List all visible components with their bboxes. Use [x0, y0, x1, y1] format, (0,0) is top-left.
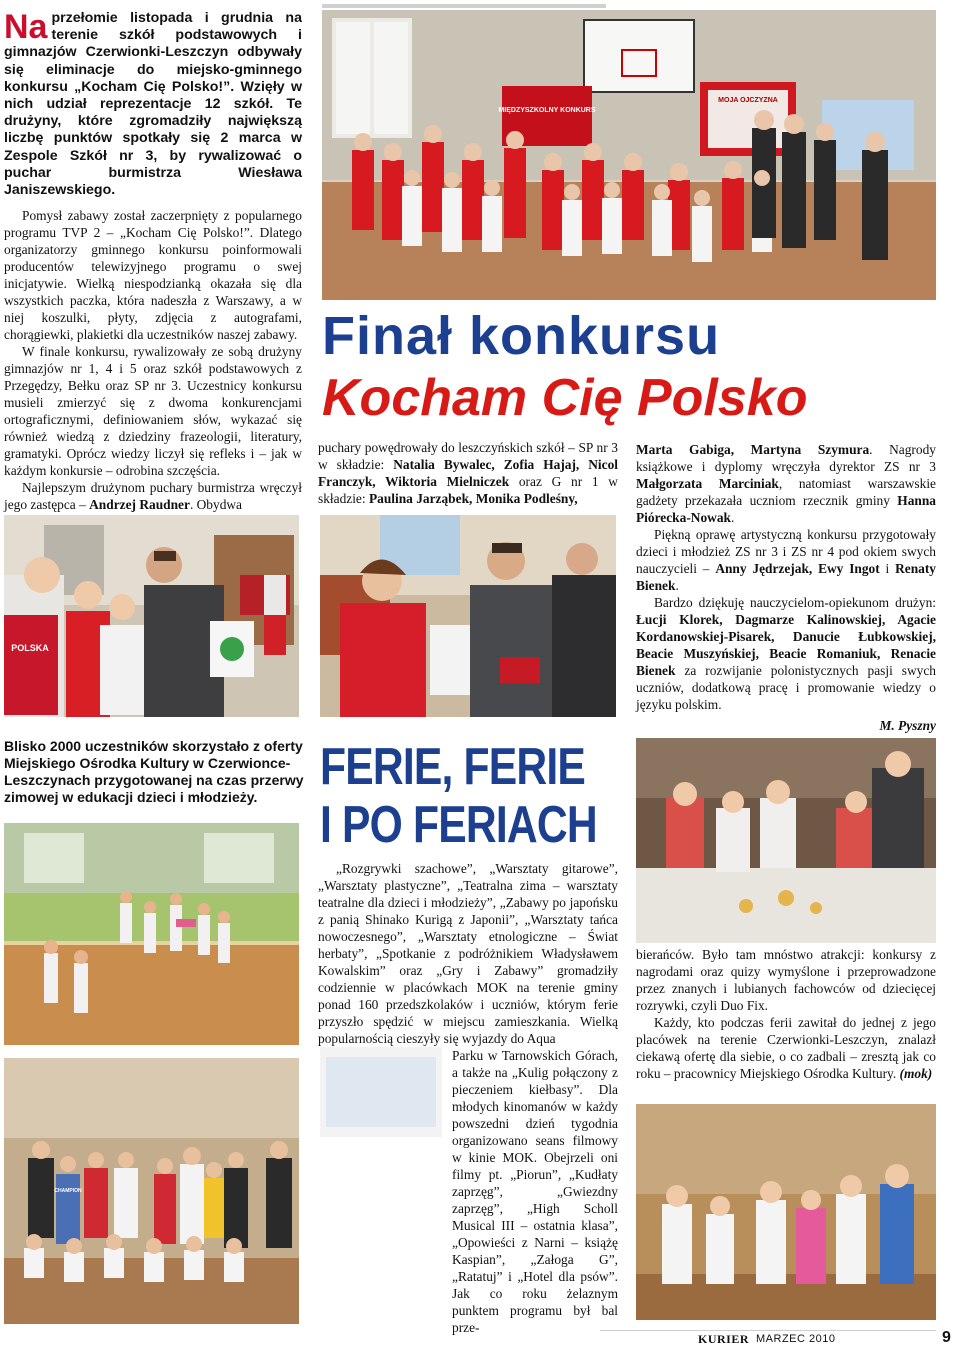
c3p2-text-b: i	[879, 561, 896, 576]
c3-text-b: , natomiast warszawskie gadżety przekazała uczniom rzecznik gminy	[636, 476, 936, 508]
article1-title-block	[322, 306, 942, 430]
article1-right-paragraph-1	[636, 441, 936, 526]
c3p2-names: Anny Jędrzejak, Ewy Ingot	[715, 561, 880, 576]
footer-issue: MARZEC 2010	[756, 1333, 836, 1345]
hoodie-text: CHAMPION	[54, 1188, 82, 1194]
article2-title-line1: FERIE, FERIE	[320, 738, 585, 796]
shirt-text: POLSKA	[11, 643, 49, 653]
article2-right-column	[636, 946, 936, 1082]
group-photo-contest	[322, 10, 936, 300]
article1-paragraph-2: W finale konkursu, rywalizowały ze sobą drużyny gimnazjów nr 1, 4 i 5 oraz szkół podstawowych z Przegędzy, Bełku oraz SP nr 3. Uczestnicy konkursu musieli zmierzyć się z dwoma konkurencjami ortograficznymi, definiowaniem słów, wykazać się również wiedzą z dziedziny frazeologii, literatury, gramatyki. Oprócz wiedzy liczył się refleks i – jak w każdym konkursie – odrobina szczęścia.	[4, 344, 302, 479]
c3p3-names: Łucji Klorek, Dagmarze Kalinowskiej, Agacie Kordanowskiej-Pisarek, Danucie Łubkowskiej, Beacie Muszyńskiej, Beacie Romaniuk, Renacie Bienek	[636, 612, 936, 678]
c3-name-director: Małgorzata Marciniak	[636, 476, 779, 491]
article2-paragraph-1-continued: Parku w Tarnowskich Górach, a także na „Kulig połączony z pieczeniem kiełbasy”. Dla młodych kinomanów w każdy powszedni dzień tygodnia organizowano seans filmowy w kinie MOK. Obejrzeli oni filmy pt. „Piorun”, „Kudłaty zaprzęg”, „Gwiezdny zaprzęg”, „High Scholl Musical III – ostatnia klasa”, „Opowieści z Narni – książę Kaspian”, „Załoga G”, „Ratatuj” i „Hotel dla psów”. Jak co roku żelaznym punktem programu był bal prze-	[452, 1048, 618, 1335]
costume-girls-photo	[636, 1104, 936, 1320]
p3-text: Najlepszym drużynom puchary burmistrza wręczył jego zastępca –	[4, 480, 302, 513]
award-photo-1	[4, 515, 299, 717]
article2-signature: (mok)	[899, 1066, 933, 1081]
gym-workshop-photo	[4, 823, 299, 1045]
article2-paragraph-1: „Rozgrywki szachowe”, „Warsztaty gitarowe”, „Warsztaty plastyczne”, „Teatralna zima – warsztaty teatralne dla dzieci i młodzieży”, „Zabawy po japońsku z panią Shinako Kurigą z Japonii”, „Warsztaty tańca nowoczesnego”, „Warsztaty etnologiczne – Świat herbaty”, „Spotkanie z podróżnikiem Władysławem Kowalskim” oraz „Gry i Zabawy” gromadziły codziennie w placówkach MOK na terenie gminy ponad 160 przedszkolaków i uczniów, którym ferie przyszło spędzić w miejscu zamieszkania. Wielką popularnością cieszyły się wyjazdy do Aqua	[318, 861, 618, 1046]
c3-name-spokesperson: Hanna Piórecka-Nowak	[636, 493, 936, 525]
c3p2-name2: Renaty Bienek	[636, 561, 937, 593]
article1-title-line2: Kocham Cię Polsko	[322, 369, 808, 427]
footer	[680, 1329, 956, 1347]
article1-title-line1: Finał konkursu	[322, 306, 721, 366]
award-photo-2-image	[320, 515, 616, 717]
small-program-photo	[320, 1047, 442, 1137]
article1-middle-paragraph	[318, 439, 618, 507]
award-photo-1-image	[4, 515, 299, 717]
article2-title-block	[320, 738, 620, 854]
page-number: 9	[942, 1329, 951, 1346]
article1-left-column	[4, 10, 302, 513]
article2-title-line2: I PO FERIACH	[320, 796, 597, 854]
dropcap: Na	[4, 8, 48, 46]
costume-girls-photo-image	[636, 1104, 936, 1320]
p3-text-end: . Obydwa	[189, 497, 243, 513]
article1-lead-text: przełomie listopada i grudnia na terenie szkół podstawowych i gimnazjów Czerwionki-Leszczyn odbywały się eliminacje do miejsko-gminnego konkursu „Kocham Cię Polsko!”. Wzięły w nich udział reprezentacje 12 szkół. Te drużyny, które zgromadziły największą liczbę punktów spotkały się 2 marca w Zespole Szkół nr 3, by rywalizować o puchar burmistrza Wiesława Janiszewskiego.	[4, 10, 302, 199]
c2-text-b: oraz G nr 1 w składzie:	[318, 474, 618, 506]
poster1-text: MOJA OJCZYZNA	[718, 97, 778, 104]
banner1-text: MIĘDZYSZKOLNY KONKURS	[498, 107, 596, 114]
c3p3-text-b: za rozwijanie polonistycznych pasji swych uczniów, dodatkową pracę i promowanie wiedzy o języku polskim.	[636, 663, 936, 712]
small-program-photo-image	[320, 1047, 442, 1137]
article1-paragraph-3	[4, 479, 302, 513]
c3-text-c: .	[730, 510, 735, 525]
art-workshop-photo	[636, 738, 936, 943]
article2-right-paragraph-1: bierańców. Było tam mnóstwo atrakcji: konkursy z nagrodami oraz quizy wymyślone i przeprowadzone przez znanych i lubianych fachowców od dziecięcej rozrywki, czyli Duo Fix.	[636, 947, 936, 1013]
costume-ball-photo	[4, 1058, 299, 1324]
article2-right-paragraph-2	[636, 1014, 936, 1082]
article1-paragraph-1: Pomysł zabawy został zaczerpnięty z popularnego programu TVP 2 – „Kocham Cię Polsko!”. Dlatego organizatorzy gminnego konkursu poinformowali producentów telewizyjnego programu o swej inicjatywie. Wielką niespodzianką okazała się dla wszystkich paczka, która nadeszła z Warszawy, a w niej koszulki, płyty, zdjęcia z autografami, chorągiewki, plakietki dla uczestników naszej zabawy.	[4, 208, 302, 343]
article1-right-paragraph-3	[636, 594, 936, 713]
article2-lead-block	[4, 738, 304, 806]
costume-ball-photo-image	[4, 1058, 299, 1324]
article2-middle-column	[318, 860, 618, 1047]
article1-middle-column	[318, 439, 618, 507]
footer-brand: KURIER	[698, 1332, 750, 1346]
c3-text-a: . Nagrody książkowe i dyplomy wręczyła dyrektor ZS nr 3	[636, 442, 936, 474]
article1-right-column	[636, 441, 936, 734]
article1-author: M. Pyszny	[879, 718, 936, 733]
c2-text-a: puchary powędrowały do leszczyńskich szkół – SP nr 3 w składzie:	[318, 440, 618, 472]
c2-names-sp3: Natalia Bywalec, Zofia Hajaj, Nicol Franczyk, Wiktoria Mielniczek	[318, 457, 618, 489]
c3-names: Marta Gabiga, Martyna Szymura	[636, 442, 870, 457]
gym-workshop-photo-image	[4, 823, 299, 1045]
c2-names-g1: Paulina Jarząbek, Monika Podleśny,	[368, 491, 578, 506]
c3p3-text-a: Bardzo dziękuję nauczycielom-opiekunom drużyn:	[654, 595, 936, 610]
footer-rule	[600, 1330, 936, 1331]
article2-c3p2-text: Każdy, kto podczas ferii zawitał do jednej z jego placówek na terenie Czerwionki-Leszczyn, znalazł ciekawą ofertę dla siebie, o co zadbali – zresztą jak co roku – pracownicy Miejskiego Ośrodka Kultury.	[636, 1015, 936, 1081]
art-workshop-photo-image	[636, 738, 936, 943]
top-rule	[322, 4, 606, 8]
p3-name: Andrzej Raudner	[89, 497, 190, 513]
article2-middle-column-narrow	[452, 1047, 618, 1336]
group-photo-contest-image	[322, 10, 936, 300]
article2-lead: Blisko 2000 uczestników skorzystało z oferty Miejskiego Ośrodka Kultury w Czerwionce-Leszczynach przygotowanej na czas przerwy zimowej w edukacji dzieci i młodzieży.	[4, 738, 304, 805]
article1-lead	[4, 10, 302, 199]
award-photo-2	[320, 515, 616, 717]
c3p2-text-c: .	[675, 578, 679, 593]
article1-right-paragraph-2	[636, 526, 936, 594]
c3p2-text-a: Piękną oprawę artystyczną konkursu przygotowały dzieci i młodzież ZS nr 3 i ZS nr 4 pod okiem swych nauczycieli –	[636, 527, 936, 576]
